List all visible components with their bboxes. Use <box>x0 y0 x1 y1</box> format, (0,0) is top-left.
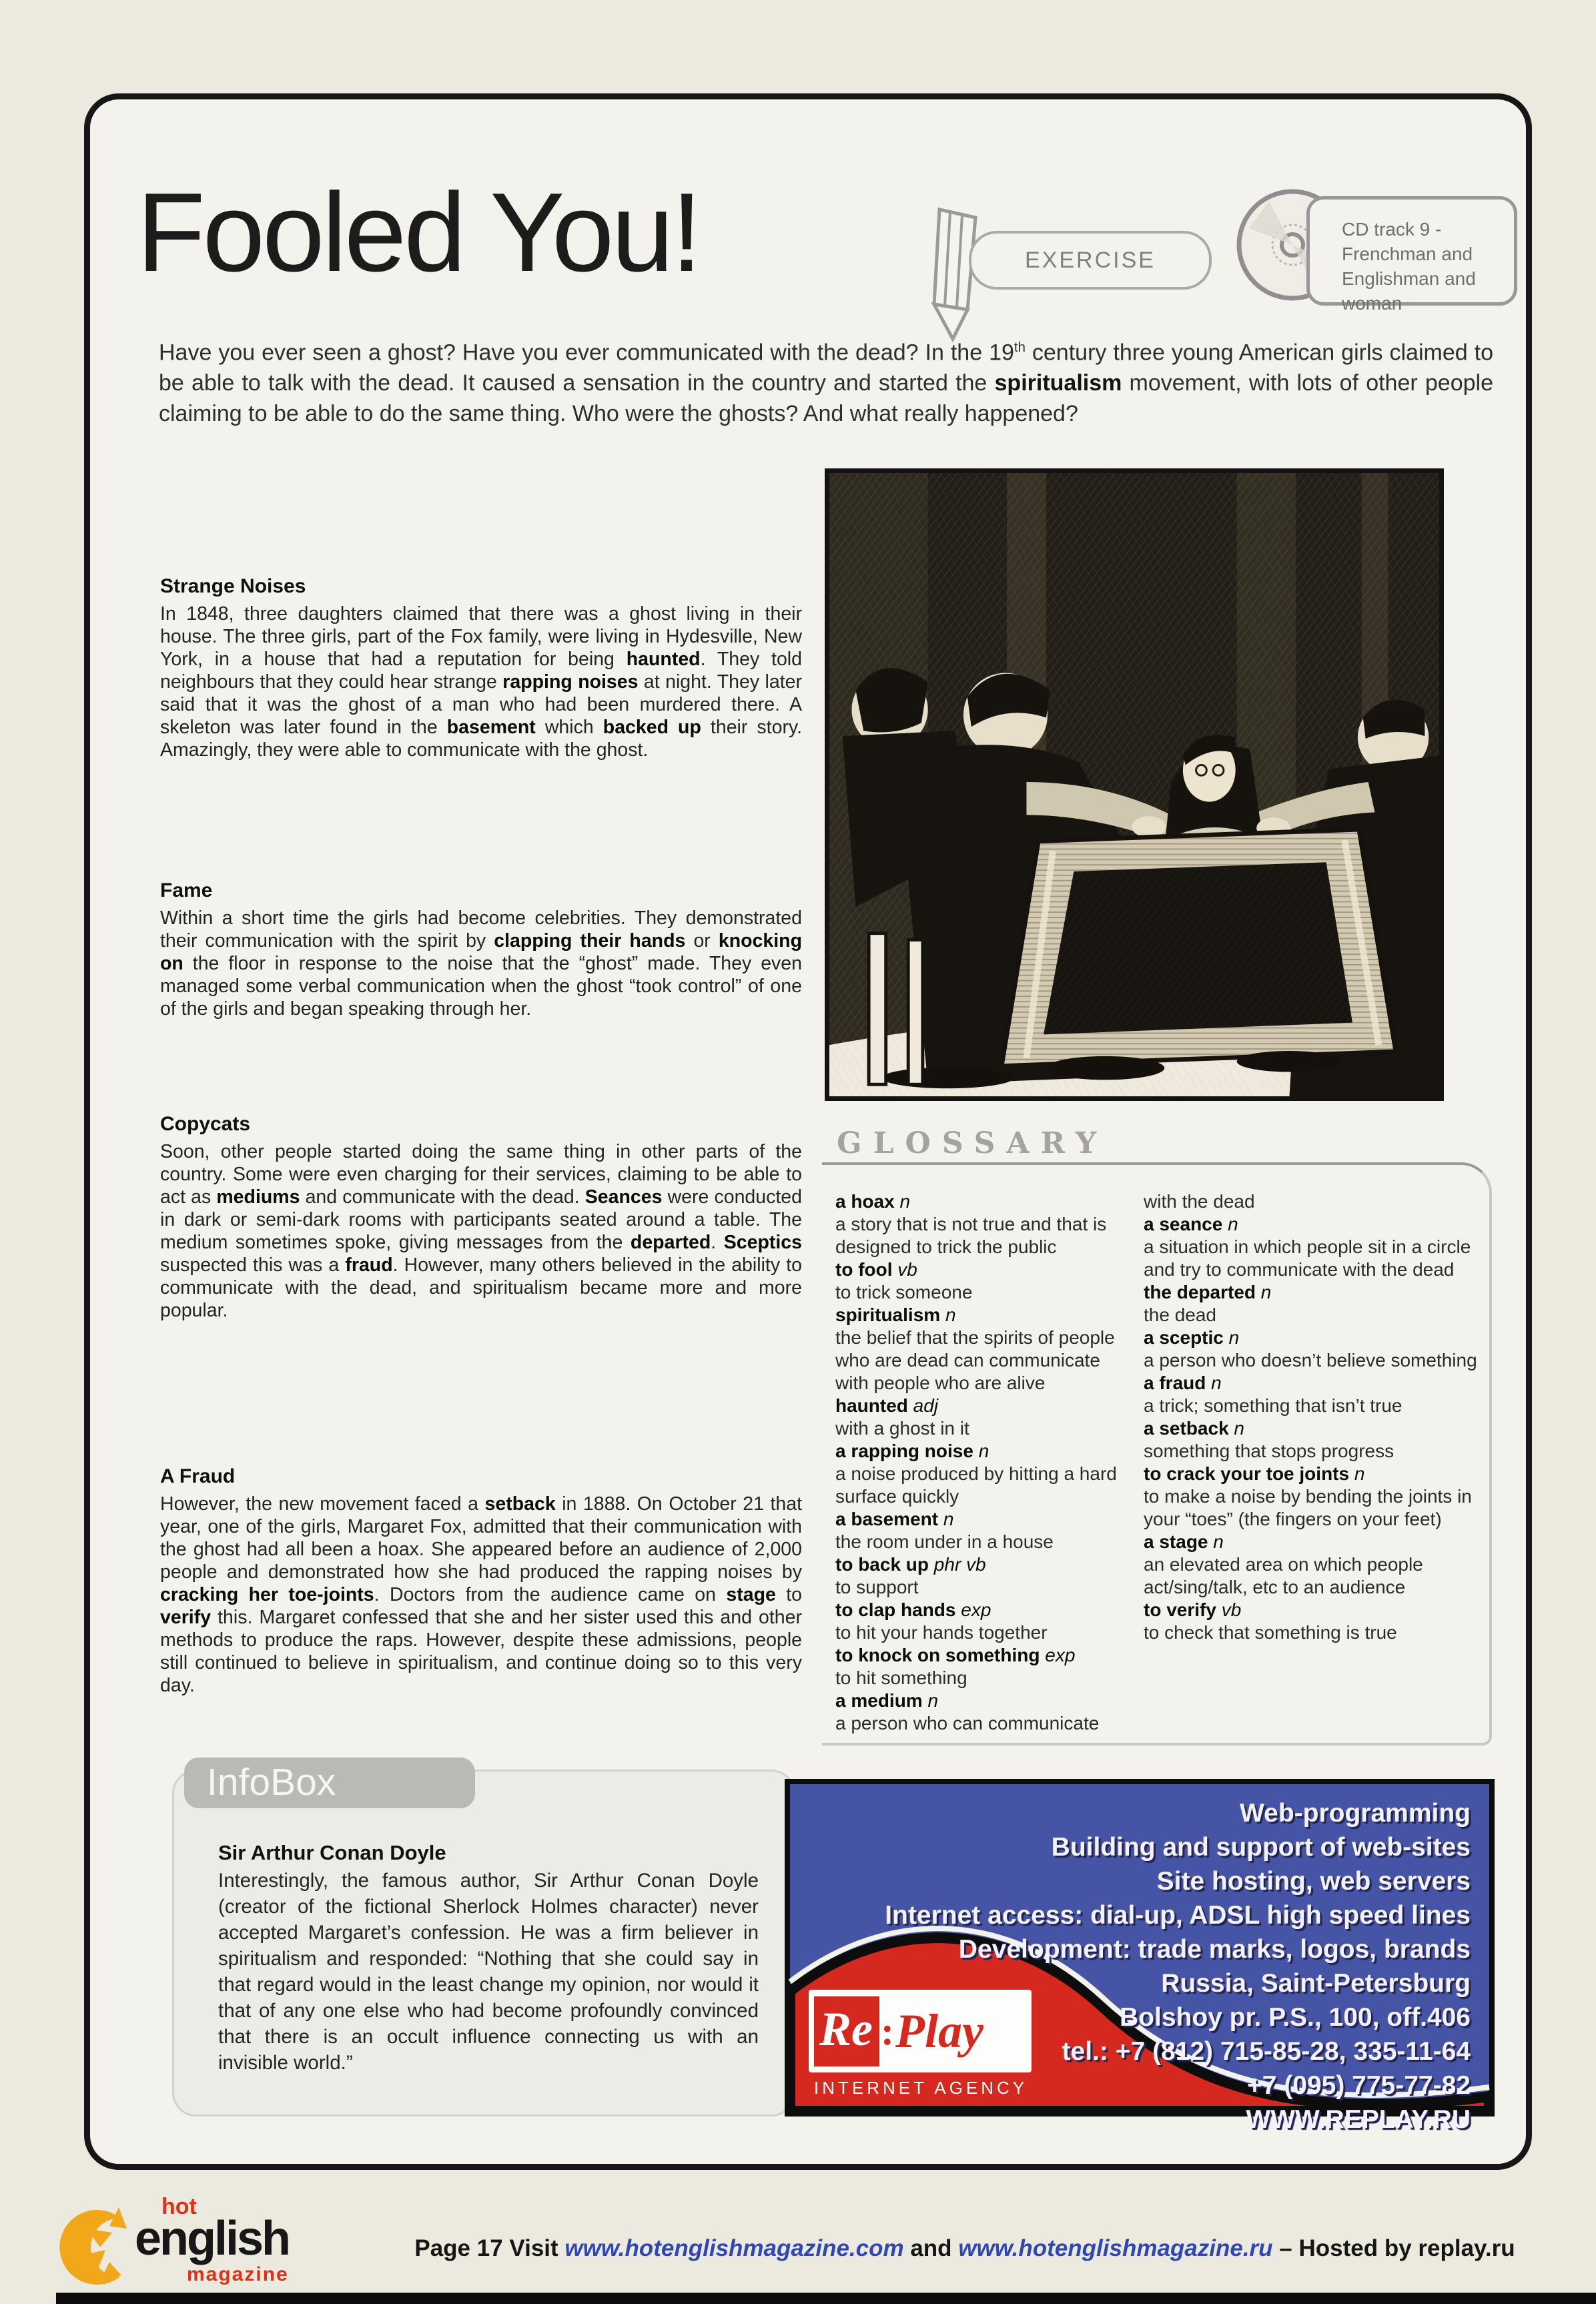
glossary-definition: a situation in which people sit in a circle and try to communicate with the dead <box>1144 1236 1471 1280</box>
glossary-term: the departed n <box>1144 1282 1272 1302</box>
glossary-column-1 <box>835 1190 1137 1735</box>
ad-line: Building and support of web-sites <box>1051 1833 1471 1862</box>
footer-link-ru: www.hotenglishmagazine.ru <box>958 2235 1273 2261</box>
glossary-term: a medium n <box>835 1690 939 1711</box>
glossary-term: to knock on something exp <box>835 1645 1076 1665</box>
article-a-fraud <box>160 1465 802 1697</box>
footer-page-text: Page 17 Visit <box>414 2235 565 2261</box>
article-body: Within a short time the girls had become celebrities. They demonstrated their communication with the spirit by clapping their hands or knocking on the floor in response to the noise that the “ghost” made. They even managed some verbal communication when the ghost “took control” of one of the girls and began speaking through her. <box>160 907 802 1020</box>
glossary-column-2 <box>1144 1190 1491 1644</box>
footer-text <box>334 2235 1596 2262</box>
glossary-term: a hoax n <box>835 1191 911 1212</box>
glossary-definition: the dead <box>1144 1304 1216 1325</box>
infobox-text: Interestingly, the famous author, Sir Arthur Conan Doyle (creator of the fictional Sherlock Holmes character) never accepted Margaret’s confession. He was a firm believer in spiritualism and responded: “Nothing that she could say in that regard would in the least change my opinion, nor would it that of any one else who had become profoundly convinced that there is an occult influence connecting us with an invisible world.” <box>218 1870 759 2074</box>
exercise-label: EXERCISE <box>1025 247 1156 273</box>
article-heading: Copycats <box>160 1113 251 1135</box>
ad-line: Russia, Saint-Petersburg <box>1161 1969 1471 1998</box>
glossary-definition: something that stops progress <box>1144 1441 1394 1461</box>
glossary-definition: to make a noise by bending the joints in your “toes” (the fingers on your feet) <box>1144 1486 1472 1529</box>
replay-logo-subtitle: INTERNET AGENCY <box>814 2078 1028 2098</box>
glossary-heading: GLOSSARY <box>837 1126 1108 1160</box>
glossary-definition: to hit something <box>835 1667 967 1688</box>
page-title: Fooled You! <box>137 169 700 295</box>
logo-word-english: english <box>135 2212 290 2265</box>
footer-link-com: www.hotenglishmagazine.com <box>564 2235 904 2261</box>
glossary-term: spiritualism n <box>835 1304 956 1325</box>
glossary-continuation: with the dead <box>1144 1191 1255 1212</box>
glossary-definition: a noise produced by hitting a hard surface quickly <box>835 1463 1117 1507</box>
article-heading: A Fraud <box>160 1465 236 1487</box>
glossary-term: to crack your toe joints n <box>1144 1463 1365 1484</box>
article-body: In 1848, three daughters claimed that there was a ghost living in their house. The three girls, part of the Fox family, were living in Hydesville, New York, in a house that had a reputation for being haunted. They told neighbours that they could hear strange rapping noises at night. They later said that it was the ghost of a man who had been murdered there. A skeleton was later found in the basement which backed up their story. Amazingly, they were able to communicate with the ghost. <box>160 603 802 761</box>
glossary-definition: an elevated area on which people act/sing/talk, etc to an audience <box>1144 1554 1423 1597</box>
glossary-definition: to trick someone <box>835 1282 973 1302</box>
exercise-tag <box>969 231 1212 290</box>
ad-line: Development: trade marks, logos, brands <box>958 1935 1471 1964</box>
glossary-definition: a story that is not true and that is designed to trick the public <box>835 1214 1107 1257</box>
glossary-definition: to support <box>835 1577 919 1597</box>
page-bottom-strip <box>56 2293 1596 2304</box>
glossary-term: to verify vb <box>1144 1599 1242 1620</box>
glossary-definition: the room under in a house <box>835 1531 1054 1552</box>
glossary-term: to back up phr vb <box>835 1554 986 1575</box>
ad-line: Site hosting, web servers <box>1156 1867 1471 1896</box>
infobox-title: Sir Arthur Conan Doyle <box>218 1841 446 1864</box>
logo-word-magazine: magazine <box>187 2263 289 2285</box>
glossary-definition: with a ghost in it <box>835 1418 969 1439</box>
glossary-term: a rapping noise n <box>835 1441 989 1461</box>
glossary-term: a seance n <box>1144 1214 1238 1234</box>
ad-line: WWW.REPLAY.RU <box>1246 2105 1471 2134</box>
article-body: Soon, other people started doing the same thing in other parts of the country. Some were even charging for their services, claiming to be able to act as mediums and communicate with the dead. Seances were conducted in dark or semi-dark rooms with participants seated around a table. The medium sometimes spoke, giving messages from the departed. Sceptics suspected this was a fraud. However, many others believed in the ability to communicate with the dead, and spiritualism became more and more popular. <box>160 1141 802 1321</box>
glossary-definition: a person who doesn’t believe something <box>1144 1350 1477 1371</box>
article-heading: Fame <box>160 879 213 901</box>
ad-line: Web-programming <box>1240 1799 1471 1828</box>
ad-text-lines <box>885 1796 1471 2137</box>
replay-logo-re: Re <box>814 1996 879 2066</box>
article-strange-noises <box>160 575 802 761</box>
ad-line: Internet access: dial-up, ADSL high speed lines <box>885 1901 1471 1930</box>
article-body: However, the new movement faced a setback in 1888. On October 21 that year, one of the girls, Margaret Fox, admitted that their communication with the ghost had all been a hoax. She appeared before an audience of 2,000 people and demonstrated how she had produced the rapping noises by cracking her toe-joints. Doctors from the audience came on stage to verify this. Margaret confessed that she and her sister used this and other methods to produce the raps. However, despite these admissions, people still continued to believe in spiritualism, and continue doing so to this very day. <box>160 1493 803 1696</box>
glossary-definition: a person who can communicate <box>835 1713 1100 1734</box>
glossary-definition: to hit your hands together <box>835 1622 1048 1643</box>
glossary-definition: to check that something is true <box>1144 1622 1397 1643</box>
infobox-header: InfoBox <box>184 1758 475 1808</box>
article-fame <box>160 879 802 1020</box>
article-copycats <box>160 1113 802 1322</box>
replay-logo-colon: : <box>880 2008 894 2053</box>
ad-line: tel.: +7 (812) 715-85-28, 335-11-64 <box>1062 2037 1471 2066</box>
glossary-term: a stage n <box>1144 1531 1224 1552</box>
intro-paragraph: Have you ever seen a ghost? Have you ever communicated with the dead? In the 19th century three young American girls claimed to be able to talk with the dead. It caused a sensation in the country and started the spiritualism movement, with lots of other people claiming to be able to do the same thing. Who were the ghosts? And what really happened? <box>159 340 1493 427</box>
seance-illustration <box>825 468 1444 1101</box>
glossary-term: haunted adj <box>835 1395 939 1416</box>
replay-logo-play: Play <box>895 2004 983 2058</box>
glossary-term: a setback n <box>1144 1418 1244 1439</box>
hot-english-magazine-logo <box>80 2194 300 2301</box>
glossary-term: a basement n <box>835 1509 954 1529</box>
glossary-definition: a trick; something that isn’t true <box>1144 1395 1403 1416</box>
footer-and-text: and <box>903 2235 959 2261</box>
ad-line: +7 (095) 775-77-82 <box>1247 2071 1471 2100</box>
glossary-definition: the belief that the spirits of people who are dead can communicate with people who are alive <box>835 1327 1115 1393</box>
ad-line: Bolshoy pr. P.S., 100, off.406 <box>1120 2003 1471 2032</box>
glossary-term: to fool vb <box>835 1259 917 1280</box>
glossary-term: to clap hands exp <box>835 1599 991 1620</box>
article-heading: Strange Noises <box>160 575 306 597</box>
footer-hosted-text: – Hosted by replay.ru <box>1272 2235 1515 2261</box>
logo-word-hot: hot <box>161 2194 197 2219</box>
replay-advertisement <box>785 1779 1495 2134</box>
glossary-term: a fraud n <box>1144 1373 1222 1393</box>
cd-track-note: CD track 9 - Frenchman and Englishman and woman <box>1306 196 1517 306</box>
infobox <box>172 1770 795 2117</box>
glossary-term: a sceptic n <box>1144 1327 1240 1348</box>
